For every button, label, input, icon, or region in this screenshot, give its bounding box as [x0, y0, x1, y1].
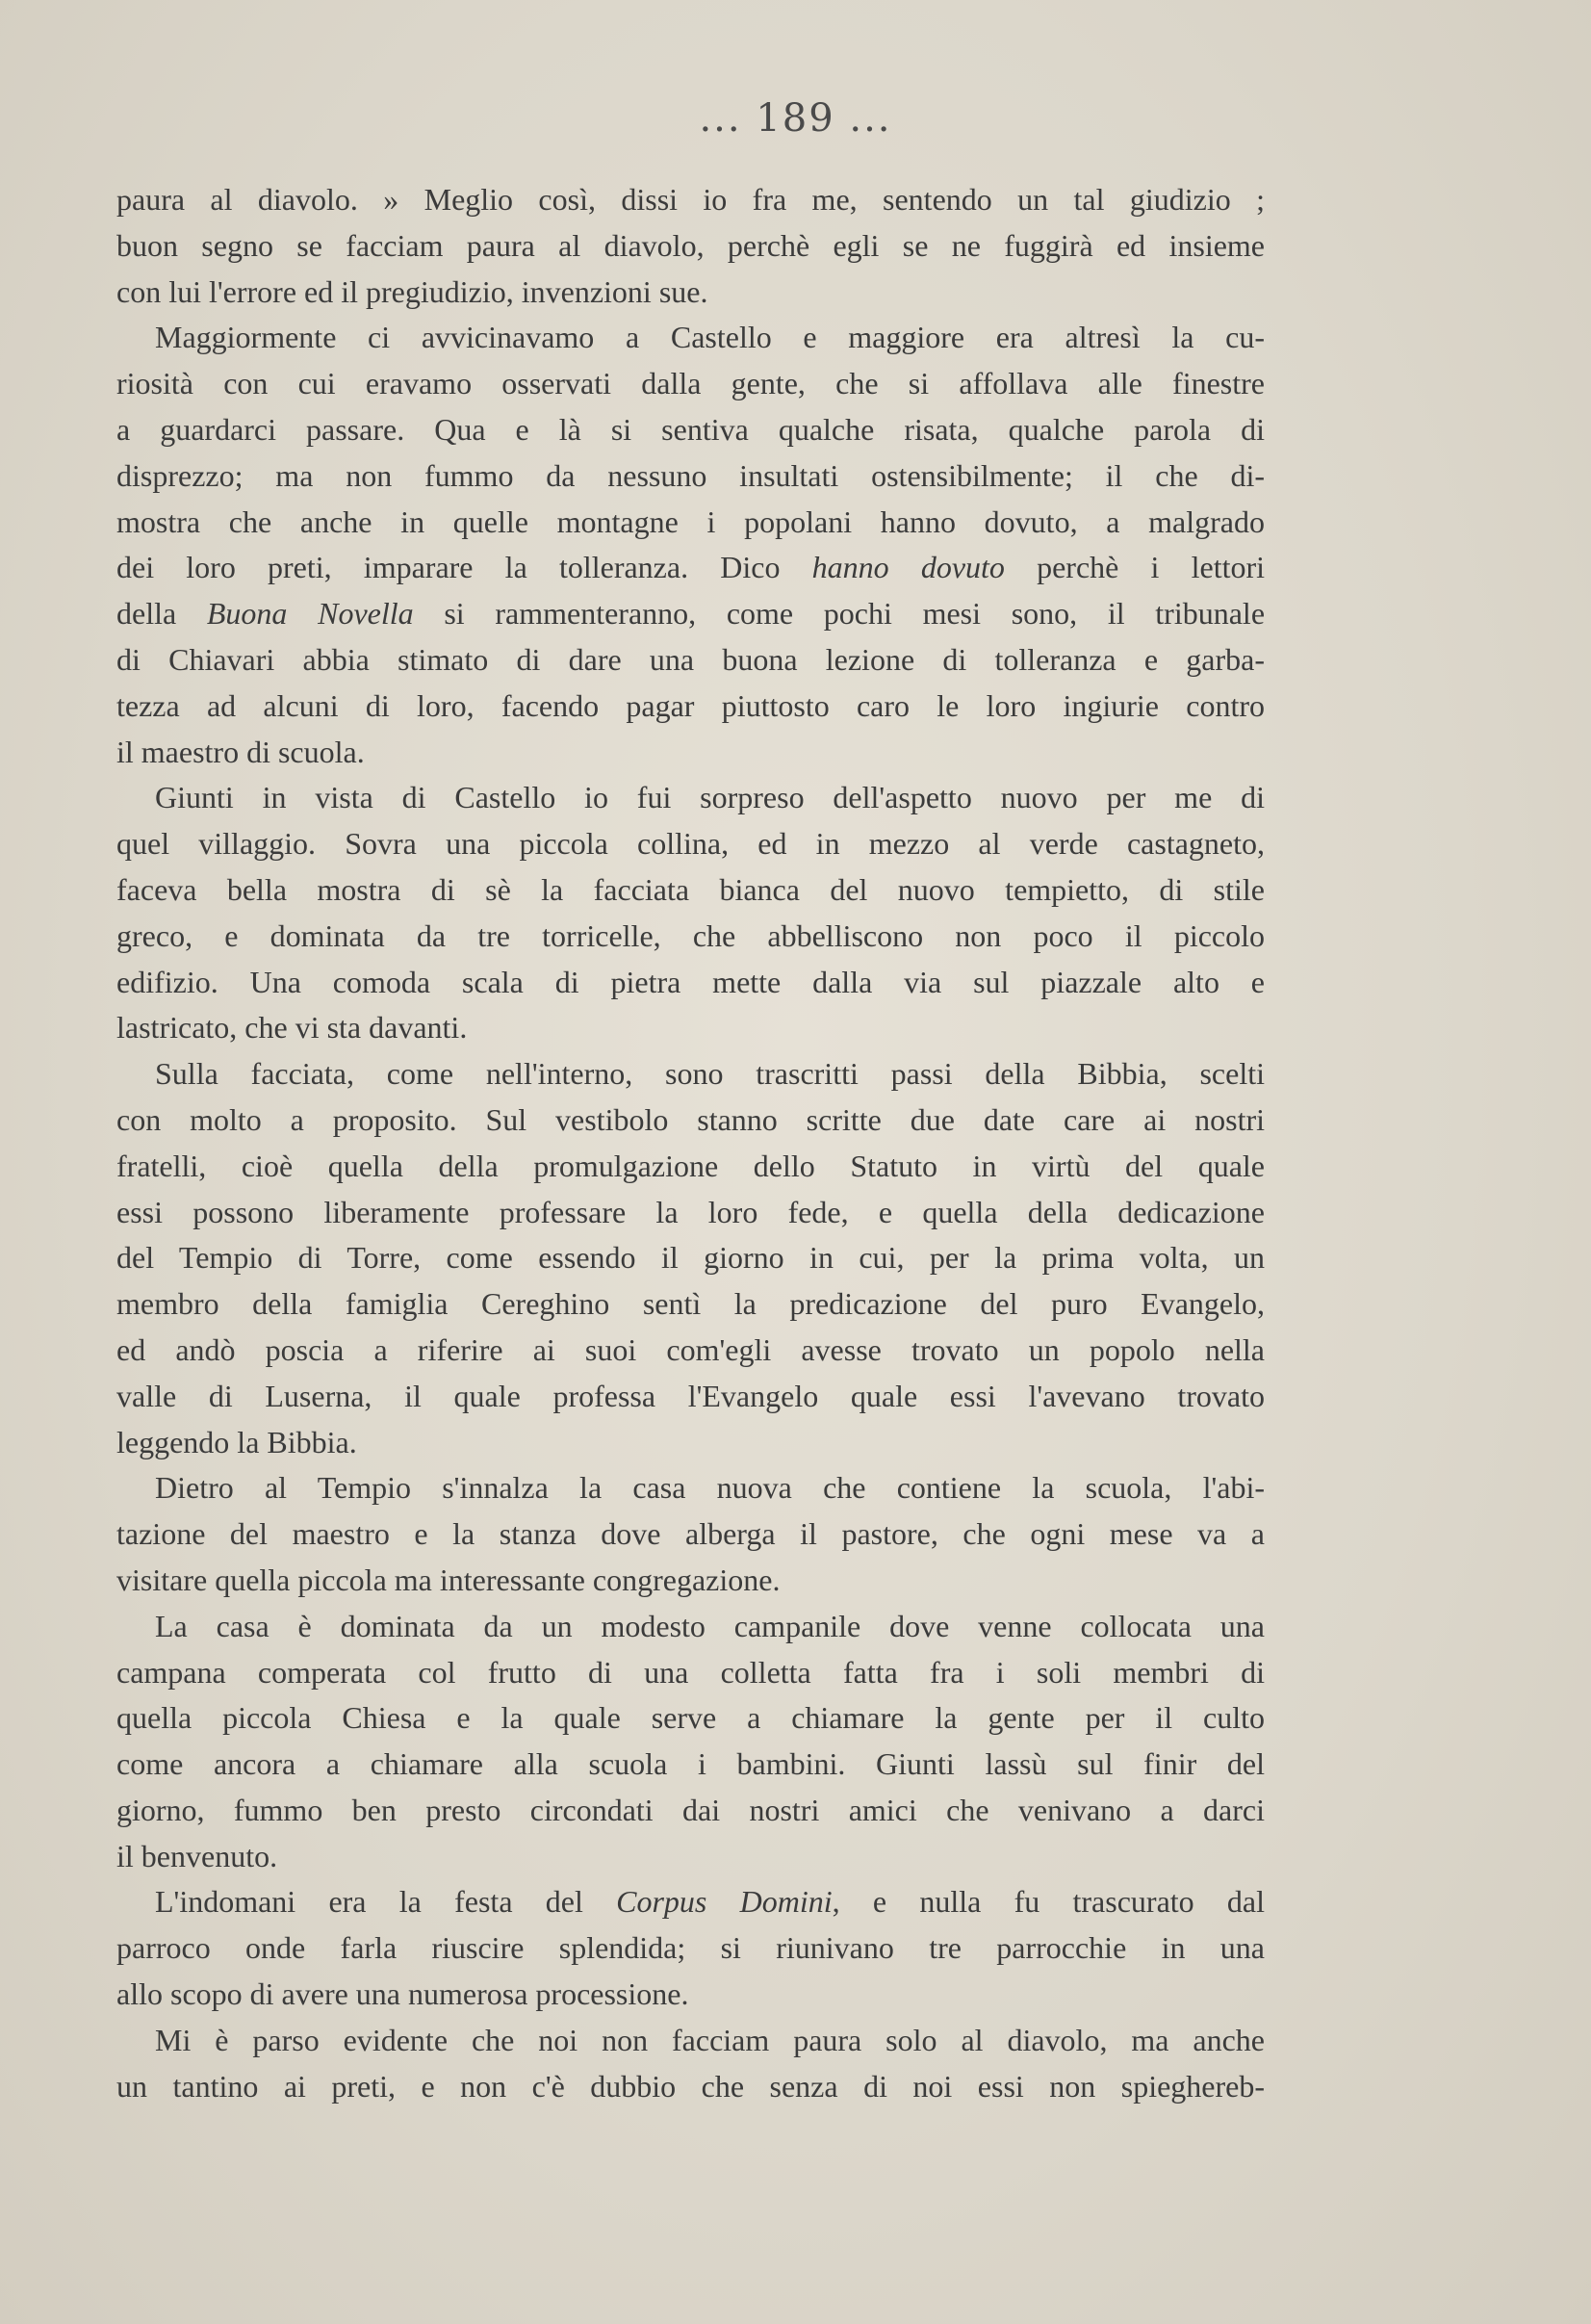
text-line: a guardarci passare. Qua e là si sentiva qualche risata, qualche parola di — [116, 411, 1265, 447]
text-line: mostra che anche in quelle montagne i popolani hanno dovuto, a malgrado — [116, 504, 1265, 539]
text-line: Giunti in vista di Castello io fui sorpreso dell'aspetto nuovo per me di — [155, 780, 1265, 815]
text-run: , e nulla fu trascurato dal — [832, 1884, 1266, 1920]
text-line: disprezzo; ma non fummo da nessuno insultati ostensibilmente; il che di- — [116, 457, 1265, 493]
text-line: visitare quella piccola ma interessante congregazione. — [116, 1562, 781, 1597]
text-run: L'indomani era la festa del — [155, 1884, 617, 1920]
text-line: edifizio. Una comoda scala di pietra mette dalla via sul piazzale alto e — [116, 964, 1265, 999]
text-line: ed andò poscia a riferire ai suoi com'egli avesse trovato un popolo nella — [116, 1331, 1265, 1367]
text-line: membro della famiglia Cereghino sentì la predicazione del puro Evangelo, — [116, 1286, 1265, 1322]
text-line: con lui l'errore ed il pregiudizio, invenzioni sue. — [116, 273, 708, 309]
text-line: Dietro al Tempio s'innalza la casa nuova che contiene la scuola, l'abi- — [155, 1470, 1265, 1506]
text-line: greco, e dominata da tre torricelle, che abbelliscono non poco il piccolo — [116, 917, 1265, 953]
text-line-with-italic — [116, 545, 1265, 591]
body-text — [116, 177, 1265, 2109]
text-line: valle di Luserna, il quale professa l'Evangelo quale essi l'avevano trovato — [116, 1378, 1265, 1413]
text-line: leggendo la Bibbia. — [116, 1424, 357, 1459]
text-run: dei loro preti, imparare la tolleranza. Dico — [116, 550, 812, 585]
text-line: La casa è dominata da un modesto campanile dove venne collocata una — [155, 1608, 1265, 1643]
text-line: tezza ad alcuni di loro, facendo pagar piuttosto caro le loro ingiurie contro — [116, 687, 1265, 723]
text-line: un tantino ai preti, e non c'è dubbio che senza di noi essi non spieghereb- — [116, 2068, 1265, 2104]
text-line: fratelli, cioè quella della promulgazione dello Statuto in virtù del quale — [116, 1148, 1265, 1183]
text-line: con molto a proposito. Sul vestibolo stanno scritte due date care ai nostri — [116, 1101, 1265, 1137]
text-run: della — [116, 596, 207, 632]
italic-phrase: hanno dovuto — [811, 550, 1005, 585]
text-line: faceva bella mostra di sè la facciata bianca del nuovo tempietto, di stile — [116, 871, 1265, 907]
text-line: parroco onde farla riuscire splendida; si riunivano tre parrocchie in una — [116, 1930, 1265, 1966]
text-line: Sulla facciata, come nell'interno, sono trascritti passi della Bibbia, scelti — [155, 1056, 1265, 1092]
text-line: tazione del maestro e la stanza dove alberga il pastore, che ogni mese va a — [116, 1516, 1265, 1552]
text-line-with-italic — [116, 1879, 1265, 1925]
text-line: il benvenuto. — [116, 1838, 278, 1873]
text-line: essi possono liberamente professare la loro fede, e quella della dedicazione — [116, 1194, 1265, 1229]
text-line: buon segno se facciam paura al diavolo, perchè egli se ne fuggirà ed insieme — [116, 227, 1265, 263]
text-run: si rammenteranno, come pochi mesi sono, il tribunale — [413, 596, 1266, 632]
text-run: perchè i lettori — [1004, 550, 1266, 585]
text-line: come ancora a chiamare alla scuola i bambini. Giunti lassù sul finir del — [116, 1746, 1265, 1782]
italic-phrase: Corpus Domini — [616, 1884, 833, 1920]
text-line: paura al diavolo. » Meglio così, dissi io fra me, sentendo un tal giudizio ; — [116, 182, 1265, 217]
page-number: ... 189 ... — [699, 96, 892, 141]
text-line-with-italic — [116, 591, 1265, 637]
text-line: quella piccola Chiesa e la quale serve a chiamare la gente per il culto — [116, 1700, 1265, 1736]
italic-title: Buona Novella — [206, 596, 414, 632]
text-line: il maestro di scuola. — [116, 734, 365, 769]
text-line: del Tempio di Torre, come essendo il giorno in cui, per la prima volta, un — [116, 1240, 1265, 1276]
text-line: giorno, fummo ben presto circondati dai nostri amici che venivano a darci — [116, 1792, 1265, 1827]
text-line: Mi è parso evidente che noi non facciam paura solo al diavolo, ma anche — [155, 2022, 1265, 2057]
text-line: Maggiormente ci avvicinavamo a Castello e maggiore era altresì la cu- — [155, 320, 1265, 355]
text-line: campana comperata col frutto di una colletta fatta fra i soli membri di — [116, 1654, 1265, 1690]
text-line: riosità con cui eravamo osservati dalla gente, che si affollava alle finestre — [116, 366, 1265, 401]
text-line: allo scopo di avere una numerosa processione. — [116, 1976, 689, 2012]
text-line: lastricato, che vi sta davanti. — [116, 1010, 468, 1046]
text-line: quel villaggio. Sovra una piccola collina, ed in mezzo al verde castagneto, — [116, 826, 1265, 862]
text-line: di Chiavari abbia stimato di dare una buona lezione di tolleranza e garba- — [116, 641, 1265, 677]
